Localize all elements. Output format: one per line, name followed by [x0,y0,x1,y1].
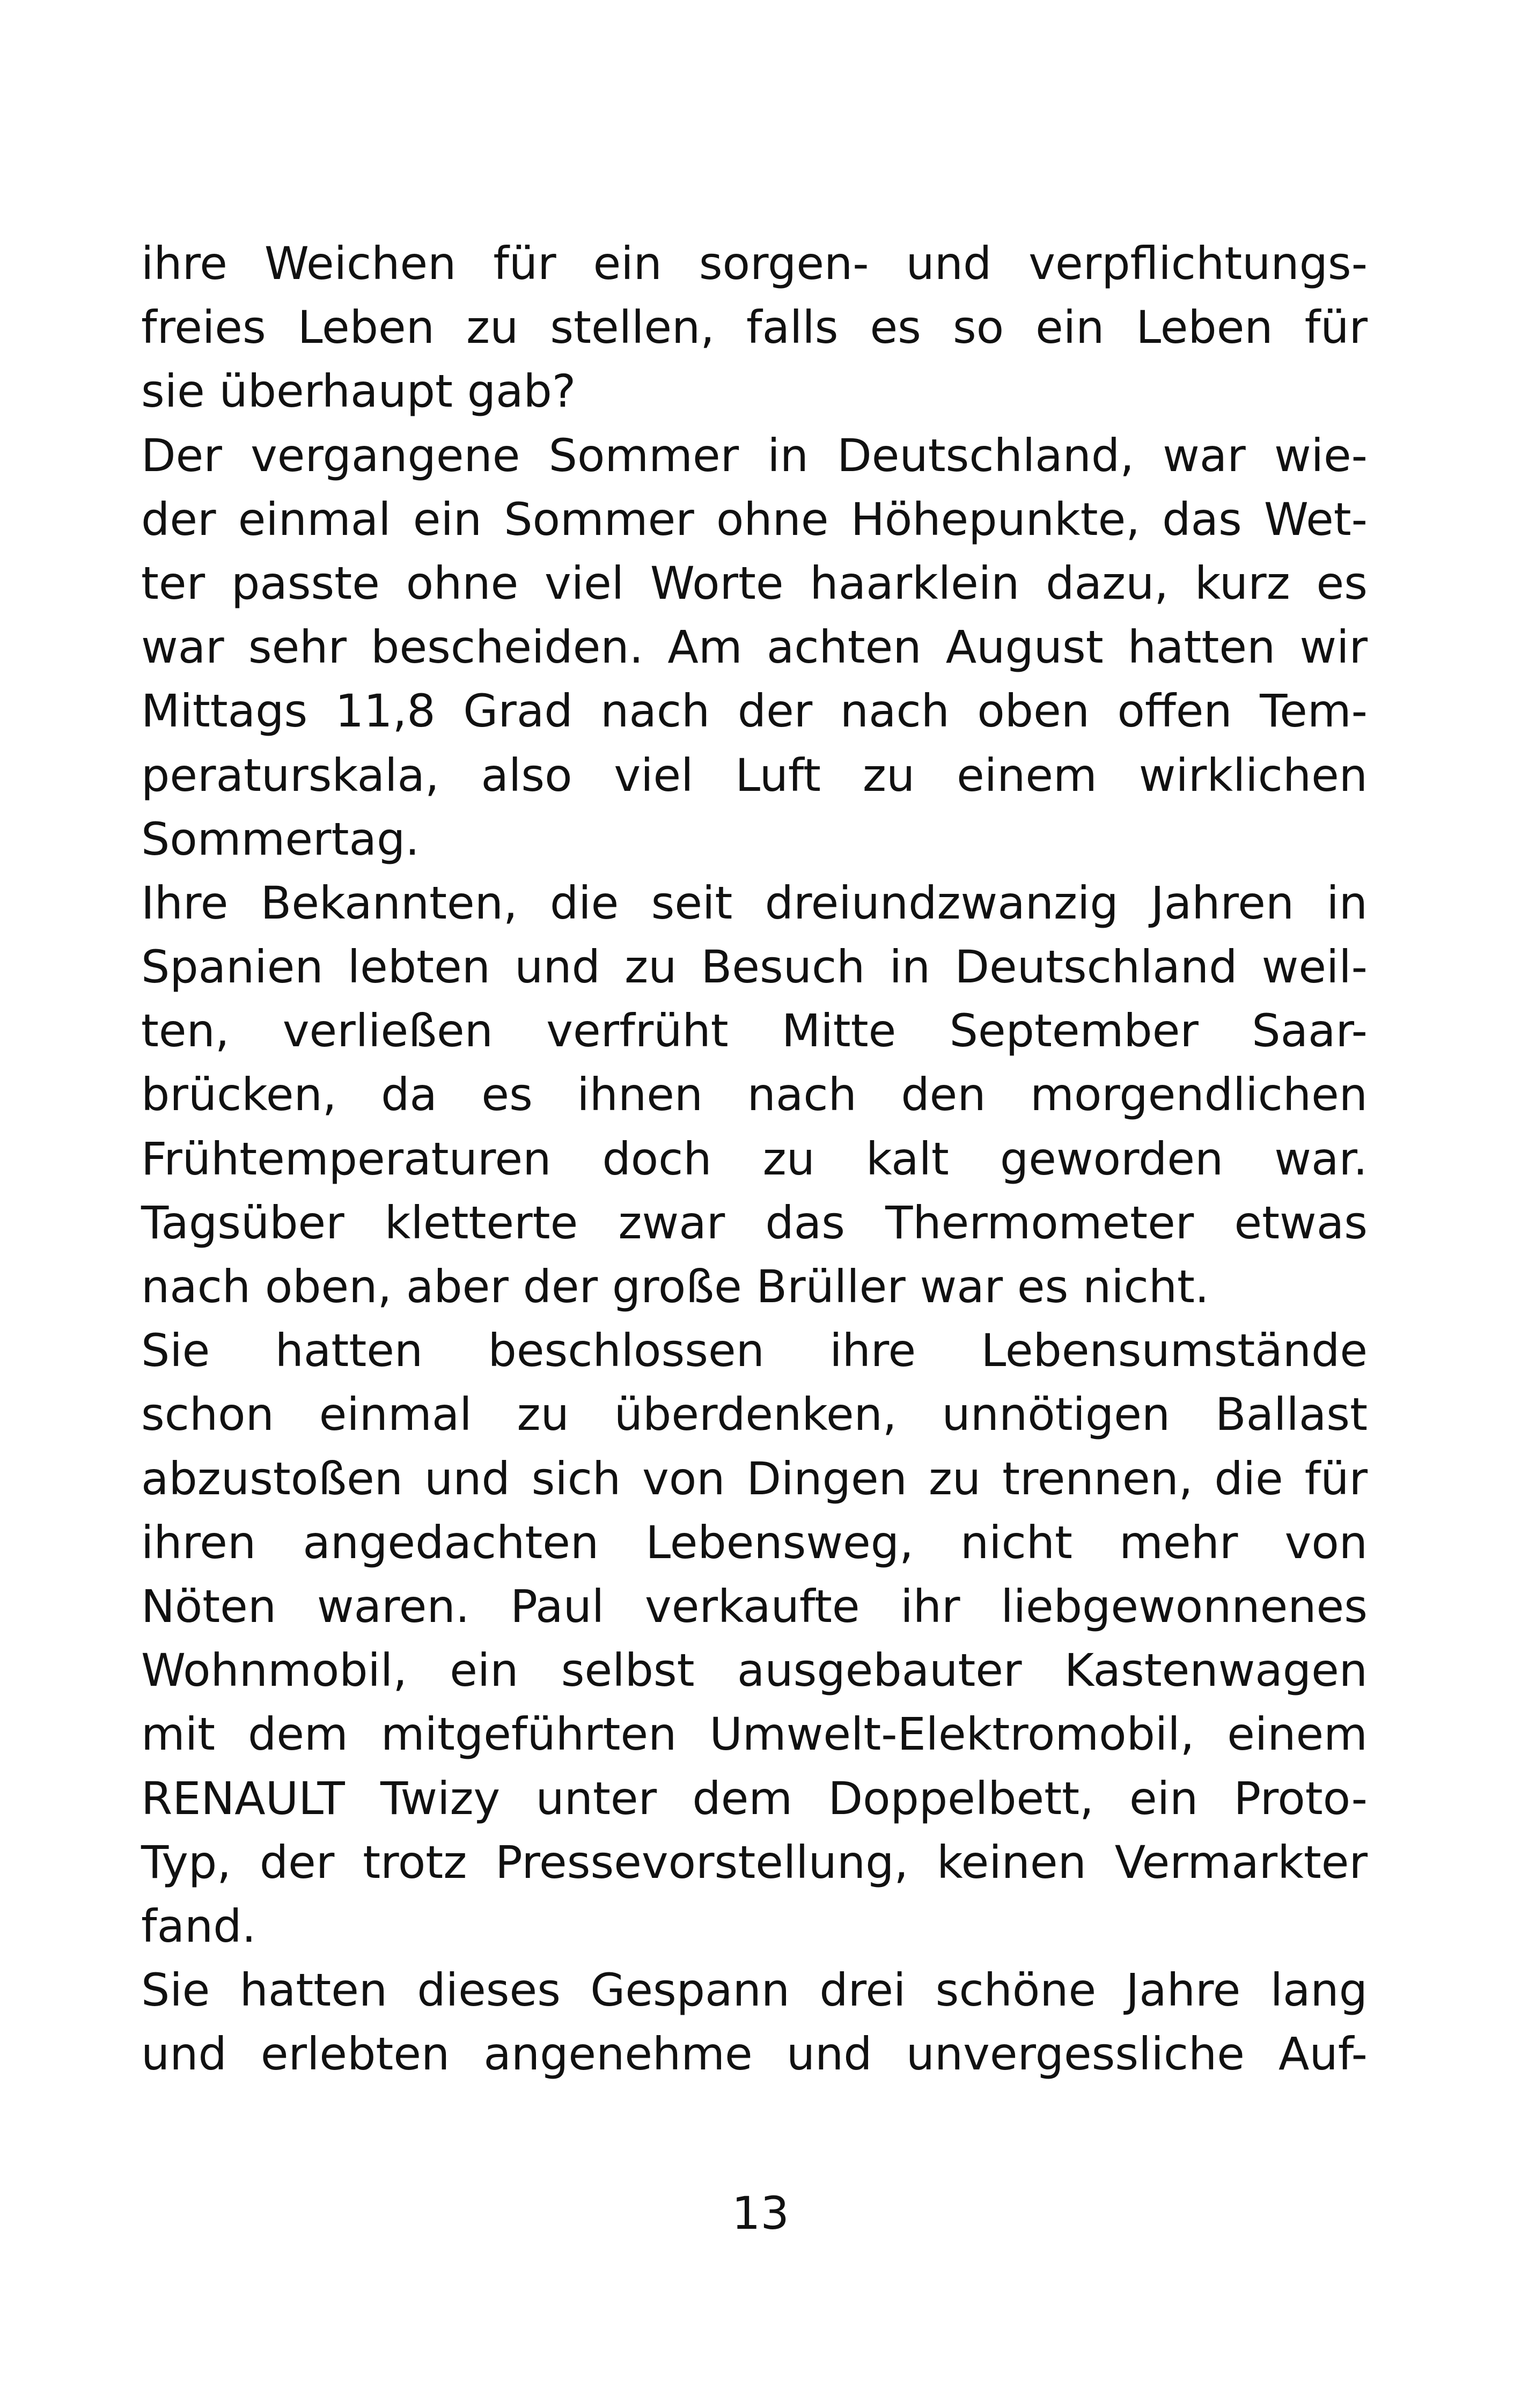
text-line: Tagsüber kletterte zwar das Thermometer etwas [141,1196,1368,1249]
text-line: abzustoßen und sich von Dingen zu trennen, die für [141,1452,1368,1505]
text-line: ten, verließen verfrüht Mitte September Saar- [141,1004,1368,1058]
text-line: und erlebten angenehme und unvergessliche Auf- [141,2028,1368,2081]
text-line: RENAULT Twizy unter dem Doppelbett, ein Proto- [141,1772,1368,1825]
text-line: Der vergangene Sommer in Deutschland, war wie- [141,429,1368,482]
text-line: schon einmal zu überdenken, unnötigen Ballast [141,1388,1368,1441]
text-line: mit dem mitgeführten Umwelt-Elektromobil, einem [141,1708,1368,1761]
text-line: ter passte ohne viel Worte haarklein dazu, kurz es [141,556,1368,610]
text-line: Frühtemperaturen doch zu kalt geworden war. [141,1132,1368,1185]
text-line: nach oben, aber der große Brüller war es nicht. [141,1260,1209,1313]
text-line: Wohnmobil, ein selbst ausgebauter Kastenwagen [141,1644,1368,1697]
text-line: Nöten waren. Paul verkaufte ihr liebgewonnenes [141,1580,1368,1633]
text-line: Spanien lebten und zu Besuch in Deutschland weil- [141,941,1368,994]
text-line: war sehr bescheiden. Am achten August hatten wir [141,621,1368,674]
text-line: fand. [141,1899,256,1952]
text-line: Sie hatten dieses Gespann drei schöne Jahre lang [141,1964,1368,2017]
text-line: Sie hatten beschlossen ihre Lebensumstände [141,1324,1368,1377]
text-line: sie überhaupt gab? [141,365,576,418]
text-line: Typ, der trotz Pressevorstellung, keinen Vermarkter [141,1836,1368,1889]
text-line: peraturskala, also viel Luft zu einem wirklichen [141,748,1368,802]
body-text [141,232,1368,2086]
text-line: der einmal ein Sommer ohne Höhepunkte, das Wet- [141,493,1368,546]
text-line: ihre Weichen für ein sorgen- und verpflichtungs- [141,237,1368,290]
text-line: Mittags 11,8 Grad nach der nach oben offen Tem- [141,685,1368,738]
text-line: brücken, da es ihnen nach den morgendlichen [141,1068,1368,1121]
text-line: freies Leben zu stellen, falls es so ein Leben für [141,301,1368,354]
text-line: Ihre Bekannten, die seit dreiundzwanzig Jahren in [141,876,1368,929]
text-line: ihren angedachten Lebensweg, nicht mehr von [141,1516,1368,1569]
page-number: 13 [732,2187,789,2240]
text-line: Sommertag. [141,812,420,865]
